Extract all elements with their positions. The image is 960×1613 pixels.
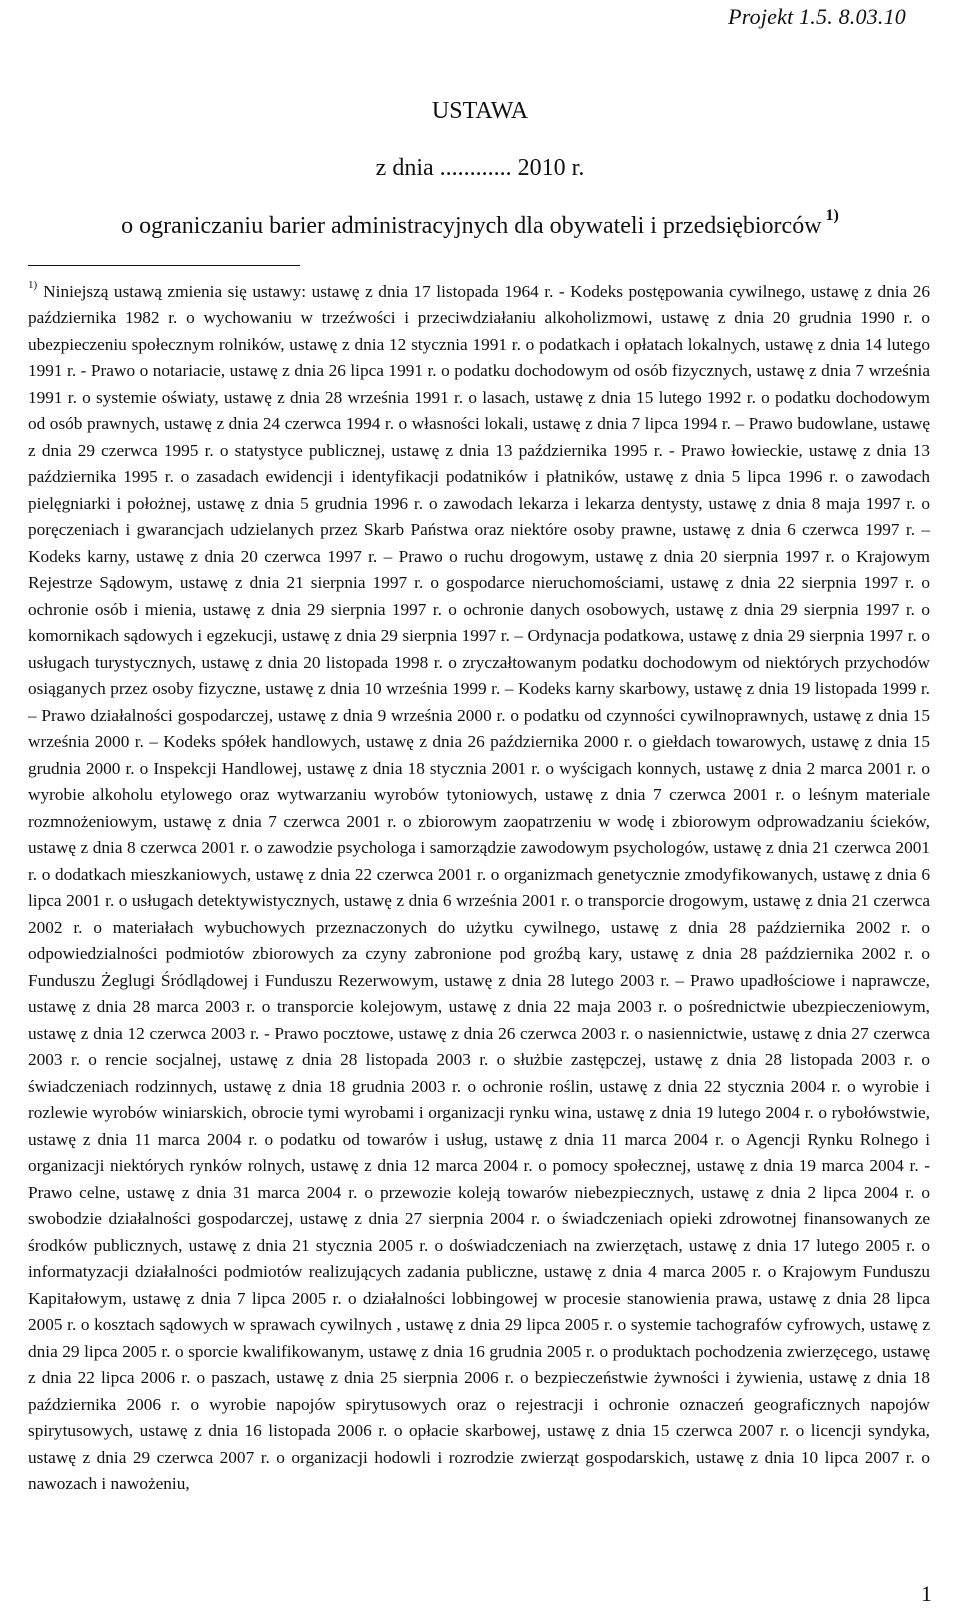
document-subject: [0, 207, 960, 240]
document-title: USTAWA: [431, 98, 529, 124]
footnote-marker: 1): [28, 279, 38, 291]
footnote-text: Niniejszą ustawą zmienia się ustawy: ustawę z dnia 17 listopada 1964 r. - Kodeks postępowania cywilnego, ustawę z dnia 26 października 1982 r. o wychowaniu w trzeźwości i przeciwdziałaniu alkoholizmowi, ustawę z dnia 20 grudnia 1990 r. o ubezpieczeniu społecznym rolników, ustawę z dnia 12 stycznia 1991 r. o podatkach i opłatach lokalnych, ustawę z dnia 14 lutego 1991 r. - Prawo o notariacie, ustawę z dnia 26 lipca 1991 r. o podatku dochodowym od osób fizycznych, ustawę z dnia 7 września 1991 r. o systemie oświaty, ustawę z dnia 28 września 1991 r. o lasach, ustawę z dnia 15 lutego 1992 r. o podatku dochodowym od osób prawnych, ustawę z dnia 24 czerwca 1994 r. o własności lokali, ustawę z dnia 7 lipca 1994 r. – Prawo budowlane, ustawę z dnia 29 czerwca 1995 r. o statystyce publicznej, ustawę z dnia 13 października 1995 r. - Prawo łowieckie, ustawę z dnia 13 października 1995 r. o zasadach ewidencji i identyfikacji podatników i płatników, ustawę z dnia 5 lipca 1996 r. o zawodach pielęgniarki i położnej, ustawę z dnia 5 grudnia 1996 r. o zawodach lekarza i lekarza dentysty, ustawę z dnia 8 maja 1997 r. o poręczeniach i gwarancjach udzielanych przez Skarb Państwa oraz niektóre osoby prawne, ustawę z dnia 6 czerwca 1997 r. – Kodeks karny, ustawę z dnia 20 czerwca 1997 r. – Prawo o ruchu drogowym, ustawę z dnia 20 sierpnia 1997 r. o Krajowym Rejestrze Sądowym, ustawę z dnia 21 sierpnia 1997 r. o gospodarce nieruchomościami, ustawę z dnia 22 sierpnia 1997 r. o ochronie osób i mienia, ustawę z dnia 29 sierpnia 1997 r. o ochronie danych osobowych, ustawę z dnia 29 sierpnia 1997 r. o komornikach sądowych i egzekucji, ustawę z dnia 29 sierpnia 1997 r. – Ordynacja podatkowa, ustawę z dnia 29 sierpnia 1997 r. o usługach turystycznych, ustawę z dnia 20 listopada 1998 r. o zryczałtowanym podatku dochodowym od niektórych przychodów osiąganych przez osoby fizyczne, ustawę z dnia 10 września 1999 r. – Kodeks karny skarbowy, ustawę z dnia 19 listopada 1999 r. – Prawo działalności gospodarczej, ustawę z dnia 9 września 2000 r. o podatku od czynności cywilnoprawnych, ustawę z dnia 15 września 2000 r. – Kodeks spółek handlowych, ustawę z dnia 26 października 2000 r. o giełdach towarowych, ustawę z dnia 15 grudnia 2000 r. o Inspekcji Handlowej, ustawę z dnia 18 stycznia 2001 r. o wyścigach konnych, ustawę z dnia 2 marca 2001 r. o wyrobie alkoholu etylowego oraz wytwarzaniu wyrobów tytoniowych, ustawę z dnia 7 czerwca 2001 r. o leśnym materiale rozmnożeniowym, ustawę z dnia 7 czerwca 2001 r. o zbiorowym zaopatrzeniu w wodę i zbiorowym odprowadzaniu ścieków, ustawę z dnia 8 czerwca 2001 r. o zawodzie psychologa i samorządzie zawodowym psychologów, ustawę z dnia 21 czerwca 2001 r. o dodatkach mieszkaniowych, ustawę z dnia 22 czerwca 2001 r. o organizmach genetycznie zmodyfikowanych, ustawę z dnia 6 lipca 2001 r. o usługach detektywistycznych, ustawę z dnia 6 września 2001 r. o transporcie drogowym, ustawę z dnia 21 czerwca 2002 r. o materiałach wybuchowych przeznaczonych do użytku cywilnego, ustawę z dnia 28 października 2002 r. o odpowiedzialności podmiotów zbiorowych za czyny zabronione pod groźbą kary, ustawę z dnia 28 października 2002 r. o Funduszu Żeglugi Śródlądowej i Funduszu Rezerwowym, ustawę z dnia 28 lutego 2003 r. – Prawo upadłościowe i naprawcze, ustawę z dnia 28 marca 2003 r. o transporcie kolejowym, ustawę z dnia 22 maja 2003 r. o pośrednictwie ubezpieczeniowym, ustawę z dnia 12 czerwca 2003 r. - Prawo pocztowe, ustawę z dnia 26 czerwca 2003 r. o nasiennictwie, ustawę z dnia 27 czerwca 2003 r. o rencie socjalnej, ustawę z dnia 28 listopada 2003 r. o służbie zastępczej, ustawę z dnia 28 listopada 2003 r. o świadczeniach rodzinnych, ustawę z dnia 18 grudnia 2003 r. o ochronie roślin, ustawę z dnia 22 stycznia 2004 r. o wyrobie i rozlewie wyrobów winiarskich, obrocie tymi wyrobami i organizacji rynku wina, ustawę z dnia 19 lutego 2004 r. o rybołówstwie, ustawę z dnia 11 marca 2004 r. o podatku od towarów i usług, ustawę z dnia 11 marca 2004 r. o Agencji Rynku Rolnego i organizacji niektórych rynków rolnych, ustawę z dnia 12 marca 2004 r. o pomocy społecznej, ustawę z dnia 19 marca 2004 r. - Prawo celne, ustawę z dnia 31 marca 2004 r. o przewozie koleją towarów niebezpiecznych, ustawę z dnia 2 lipca 2004 r. o swobodzie działalności gospodarczej, ustawę z dnia 27 sierpnia 2004 r. o świadczeniach opieki zdrowotnej finansowanych ze środków publicznych, ustawę z dnia 21 stycznia 2005 r. o doświadczeniach na zwierzętach, ustawę z dnia 17 lutego 2005 r. o informatyzacji działalności podmiotów realizujących zadania publiczne, ustawę z dnia 4 marca 2005 r. o Krajowym Funduszu Kapitałowym, ustawę z dnia 7 lipca 2005 r. o działalności lobbingowej w procesie stanowienia prawa, ustawę z dnia 28 lipca 2005 r. o kosztach sądowych w sprawach cywilnych , ustawę z dnia 29 lipca 2005 r. o systemie tachografów cyfrowych, ustawę z dnia 29 lipca 2005 r. o sporcie kwalifikowanym, ustawę z dnia 16 grudnia 2005 r. o produktach pochodzenia zwierzęcego, ustawę z dnia 22 lipca 2006 r. o paszach, ustawę z dnia 25 sierpnia 2006 r. o bezpieczeństwie żywności i żywienia, ustawę z dnia 18 października 2006 r. o wyrobie napojów spirytusowych oraz o rejestracji i ochronie oznaczeń geograficznych napojów spirytusowych, ustawę z dnia 16 listopada 2006 r. o opłacie skarbowej, ustawę z dnia 15 czerwca 2007 r. o licencji syndyka, ustawę z dnia 29 czerwca 2007 r. o organizacji hodowli i rozrodzie zwierząt gospodarskich, ustawę z dnia 10 lipca 2007 r. o nawozach i nawożeniu,: [28, 281, 930, 1494]
document-subject-text: o ograniczaniu barier administracyjnych dla obywateli i przedsiębiorców: [121, 213, 822, 239]
footnote-separator: [28, 265, 300, 266]
footnote: [28, 274, 930, 1498]
document-date-line: z dnia ............ 2010 r.: [375, 155, 585, 181]
page-number: 1: [921, 1581, 932, 1606]
project-label: Projekt 1.5. 8.03.10: [728, 4, 906, 29]
subject-footnote-marker: 1): [825, 207, 839, 224]
